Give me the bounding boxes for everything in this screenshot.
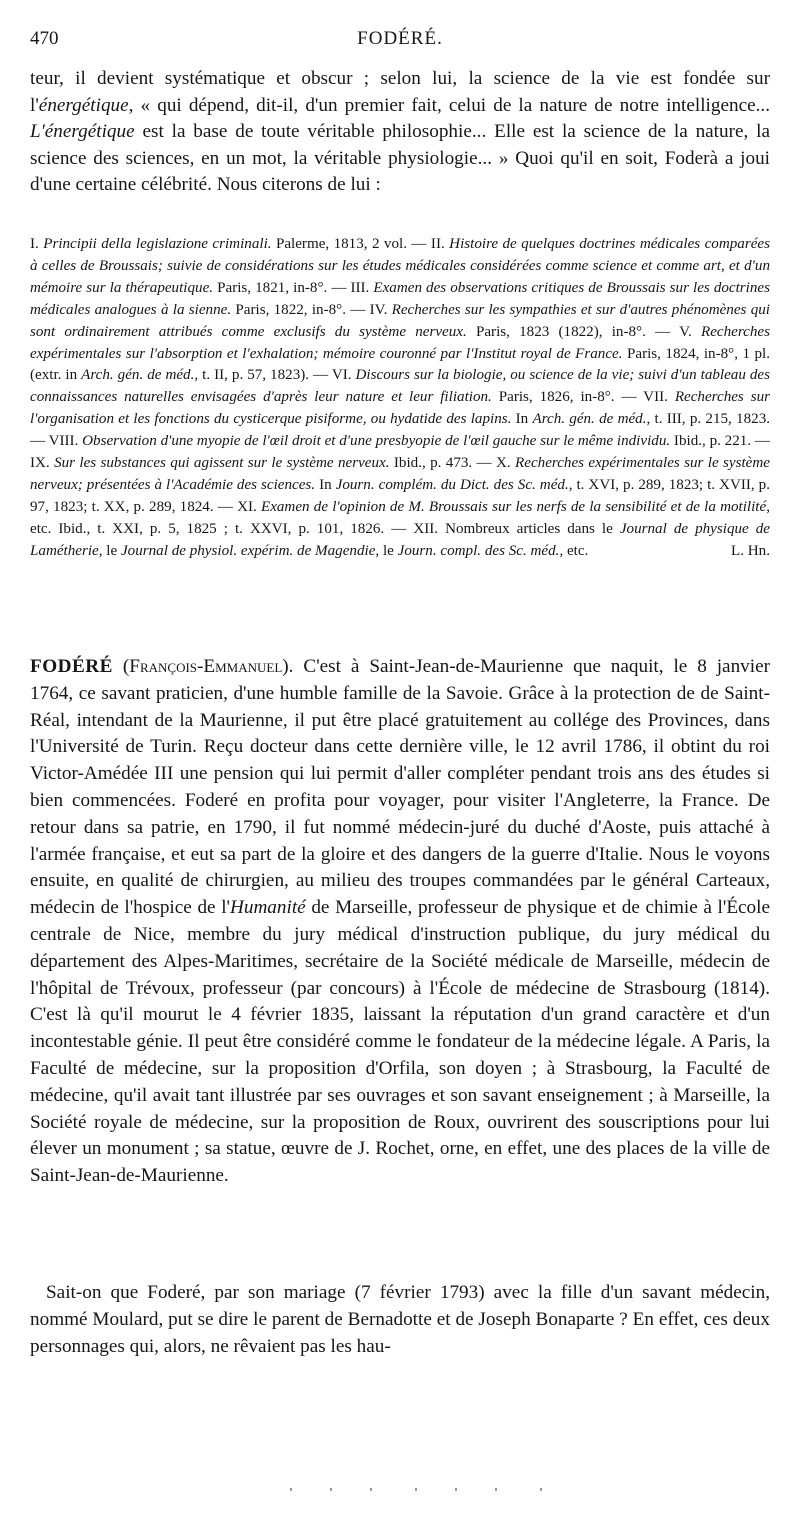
biography-paragraph: [30, 654, 770, 1190]
italic-run: Recherches expérimentales sur le système nerveux; présentées à l'Académie des sciences.: [30, 455, 770, 493]
text-run: (: [112, 656, 130, 677]
text-run: , le: [98, 542, 121, 559]
italic-run: Recherches sur l'organisation et les fonctions du cysticerque pisiforme, ou hydatide des lapins.: [30, 389, 771, 428]
italic-run: Recherches sur les sympathies et sur d'autres phénomènes qui sont ordinairement attribués comme exclusifs du système nerveux.: [30, 301, 770, 340]
text-run: Palerme, 1813, 2 vol. — II.: [271, 236, 450, 252]
italic-run: Journ. compl. des Sc. méd.: [397, 542, 560, 559]
text-run: I.: [30, 236, 44, 252]
italic-run: Recherches expérimentales sur l'absorption et l'exhalation; mémoire couronné par l'Institut royal de France.: [30, 323, 770, 362]
text-run: , t. III, p. 215, 1823. — VIII.: [30, 411, 771, 450]
text-run: Sait-on que Foderé, par son mariage (7 février 1793) avec la fille d'un savant médecin, nommé Moulard, put se dire le parent de Bernadotte et de Joseph Bonaparte ? En effet, ces deux personnages qui, alors, ne rêvaient pas les hau-: [30, 1282, 770, 1357]
headword-given-names: François-Emmanuel: [129, 656, 283, 677]
text-run: Ibid., p. 221. — IX.: [30, 433, 770, 472]
italic-run: Arch. gén. de méd.: [81, 367, 195, 384]
text-run: Paris, 1824, in-8°, 1 pl. (extr. in: [30, 345, 770, 384]
italic-run: Sur les substances qui agissent sur le système nerveux.: [54, 455, 390, 472]
page-number: 470: [30, 28, 59, 49]
italic-run: Observation d'une myopie de l'œil droit et d'une presbyopie de l'œil gauche sur le même individu.: [82, 433, 671, 450]
text-run: Paris, 1826, in-8°. — VII.: [491, 389, 675, 406]
text-run: Paris, 1823 (1822), in-8°. — V.: [466, 323, 701, 340]
italic-run: Humanité: [230, 897, 306, 919]
author-signature: L. Hn.: [731, 542, 770, 559]
closing-paragraph: [30, 1280, 770, 1360]
text-run: est la base de toute véritable philosophie... Elle est la science de la nature, la science des sciences, en un mot, la véritable physiologie... » Quoi qu'il en soit, Foderà a joui d'une certaine célébrité. Nous citerons de lui :: [30, 121, 770, 196]
scan-specks: [290, 1488, 550, 1492]
text-run: , etc.: [559, 542, 589, 559]
running-title: FODÉRÉ.: [357, 28, 443, 49]
headword: FODÉRÉ: [30, 656, 113, 677]
italic-run: Examen de l'opinion de M. Broussais sur les nerfs de la sensibilité et de la motilité: [260, 498, 767, 515]
text-run: , t. II, p. 57, 1823). — VI.: [194, 367, 356, 384]
text-run: , t. XVI, p. 289, 1823; t. XVII, p. 97, 1823; t. XX, p. 289, 1824. — XI.: [30, 476, 770, 515]
italic-run: Principii della legislazione criminali.: [43, 236, 272, 252]
text-run: , « qui dépend, dit-il, d'un premier fait, celui de la nature de notre intelligence...: [128, 94, 770, 116]
text-run: In: [511, 411, 533, 428]
text-run: ). C'est à Saint-Jean-de-Maurienne que naquit, le 8 janvier 1764, ce savant praticien, d'une humble famille de la Savoie. Grâce à la protection de de Saint-Réal, intendant de la Maurienne, il put être placé gratuitement au collége des Provinces, dans l'Université de Turin. Reçu docteur dans cette dernière ville, le 12 avril 1786, il obtint du roi Victor-Amédée III une pension qui lui permit d'aller compléter pendant trois ans des études si bien commencées. Foderé en profita pour voyager, pour visiter l'Angleterre, la France. De retour dans sa patrie, en 1790, il fut nommé médecin-juré du duché d'Aoste, puis attaché à l'armée française, et eut sa part de la gloire et des dangers de la guerre d'Italie. Nous le voyons ensuite, en qualité de chirurgien, au milieu des troupes commandées par le général Carteaux, médecin de l'hospice de l': [30, 656, 771, 919]
italic-run: Journal de physiol. expérim. de Magendie: [120, 542, 376, 559]
text-run: teur, il devient systématique et obscur ; selon lui, la science de la vie est fondée sur l': [30, 68, 770, 116]
italic-run: Journ. complém. du Dict. des Sc. méd.: [335, 476, 569, 493]
bibliography-text: [30, 236, 770, 559]
text-run: Paris, 1822, in-8°. — IV.: [231, 301, 392, 318]
text-run: Ibid., p. 473. — X.: [389, 455, 516, 472]
bibliography-list: [30, 234, 770, 563]
italic-run: énergétique: [38, 94, 129, 116]
intro-paragraph: [30, 66, 770, 199]
italic-run: Arch. gén. de méd.: [532, 411, 647, 428]
text-run: , le: [375, 542, 398, 559]
italic-run: Examen des observations critiques de Broussais sur les doctrines médicales analogues à la sienne.: [30, 279, 770, 318]
text-run: Paris, 1821, in-8°. — III.: [213, 279, 374, 296]
italic-run: Histoire de quelques doctrines médicales comparées à celles de Broussais; suivie de considérations sur les études médicales considérées comme science et comme art, et d'un mémoire sur la thérapeutique.: [30, 236, 770, 296]
italic-run: Journal de physique de Lamétherie: [30, 520, 770, 559]
text-run: In: [315, 476, 336, 493]
running-header: [30, 28, 770, 56]
text-run: de Marseille, professeur de physique et de chimie à l'École centrale de Nice, membre du jury médical d'instruction publique, du jury médical du département des Alpes-Maritimes, secrétaire de la Société médicale de Marseille, médecin de l'hôpital de Trévoux, professeur (par concours) à l'École de médecine de Strasbourg (1814). C'est là qu'il mourut le 4 février 1835, laissant la réputation d'un grand caractère et d'un incontestable génie. Il peut être considéré comme le fondateur de la médecine légale. A Paris, la Faculté de médecine, sur la proposition d'Orfila, son doyen ; à Strasbourg, la Faculté de médecine, qu'il avait tant illustrée par ses ouvrages et son savant enseignement ; à Marseille, la Société royale de médecine, sur la proposition de Roux, ouvrirent des souscriptions pour lui élever un monument ; sa statue, œuvre de J. Rochet, orne, en effet, une des places de la ville de Saint-Jean-de-Maurienne.: [30, 897, 770, 1187]
italic-run: L'énergétique: [30, 121, 135, 143]
text-run: , etc. Ibid., t. XXI, p. 5, 1825 ; t. XXVI, p. 101, 1826. — XII. Nombreux articles dans le: [30, 498, 770, 537]
italic-run: Discours sur la biologie, ou science de la vie; suivi d'un tableau des connaissances naturelles envisagées d'après leur nature et leur filiation.: [30, 367, 770, 406]
